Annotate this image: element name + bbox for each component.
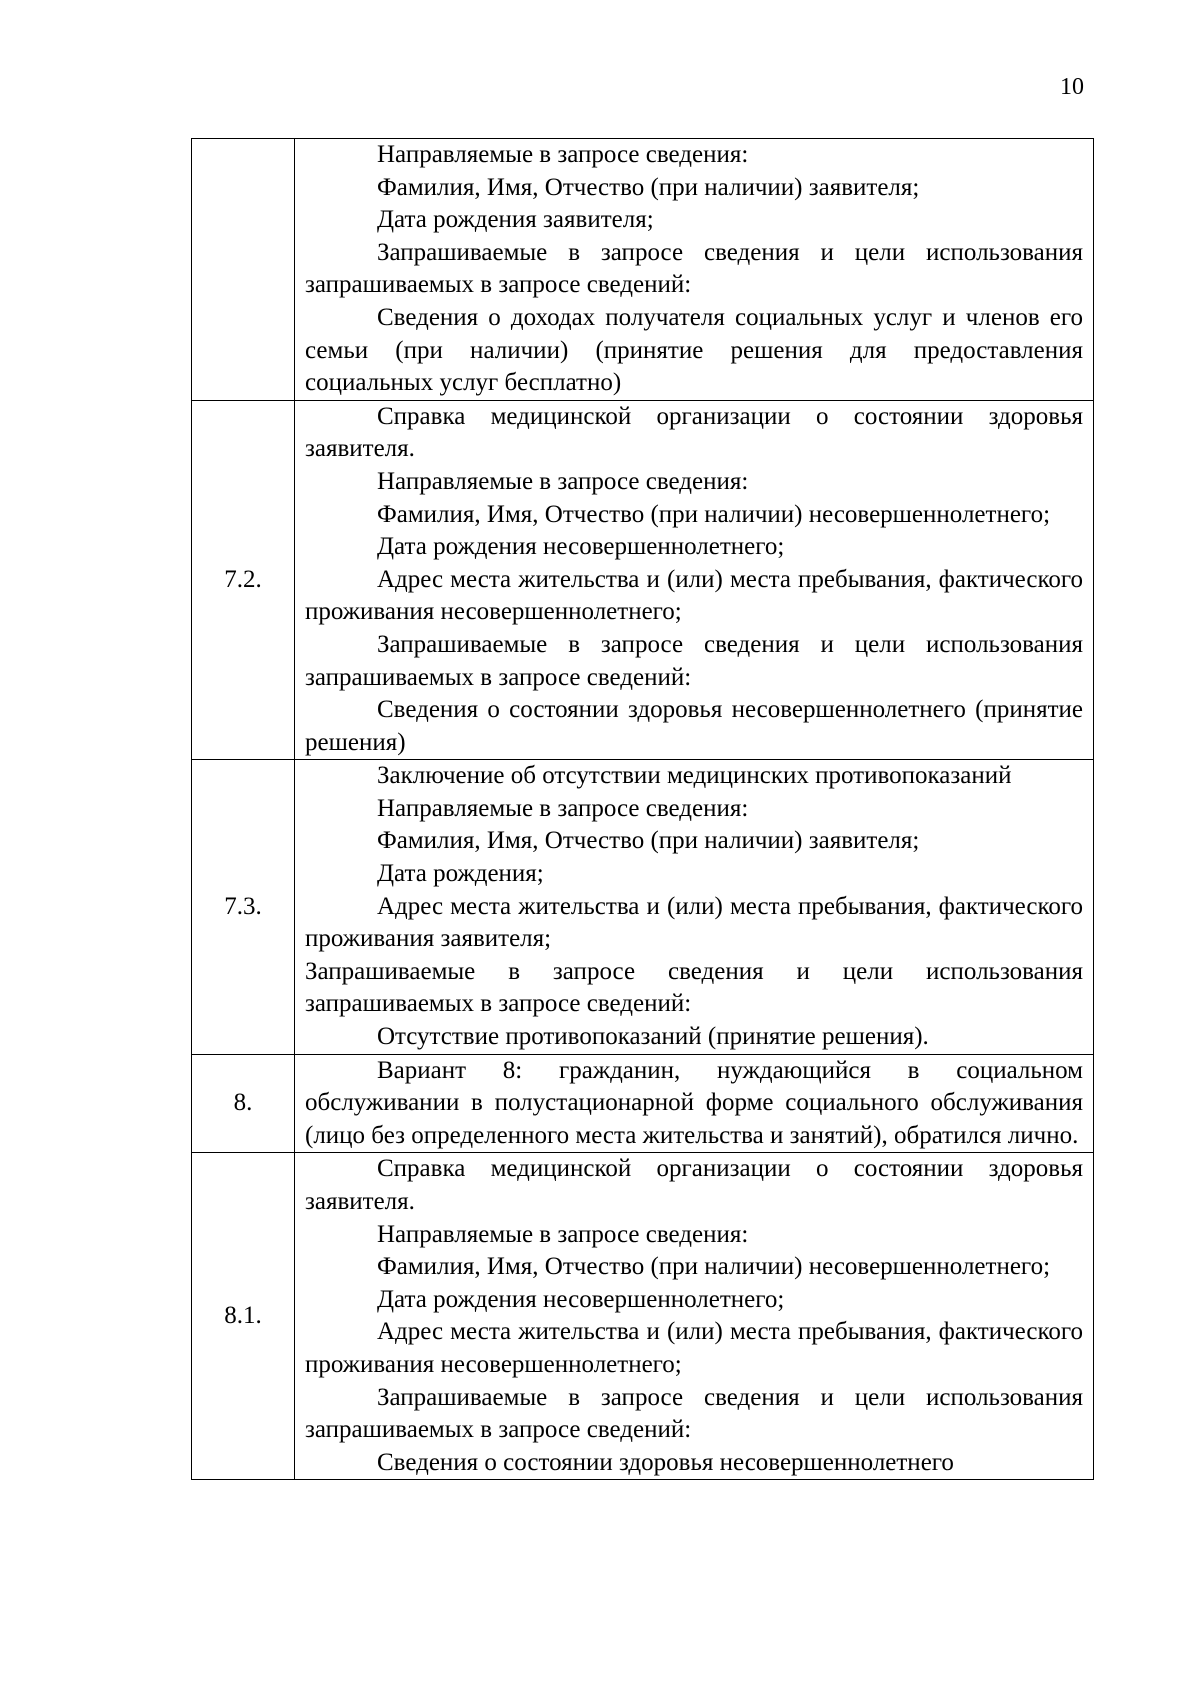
- table-row: [192, 1153, 1094, 1480]
- row-number-cell: 7.3.: [192, 760, 295, 1054]
- paragraph: Фамилия, Имя, Отчество (при наличии) несовершеннолетнего;: [377, 1253, 1051, 1281]
- paragraph: Запрашиваемые в запросе сведения и цели использования запрашиваемых в запросе сведений:: [305, 1383, 1083, 1444]
- paragraph: Фамилия, Имя, Отчество (при наличии) несовершеннолетнего;: [377, 500, 1051, 528]
- paragraph: Справка медицинской организации о состоянии здоровья заявителя.: [305, 1155, 1083, 1215]
- paragraph: Запрашиваемые в запросе сведения и цели использования запрашиваемых в запросе сведений:: [305, 630, 1083, 691]
- paragraph: Дата рождения несовершеннолетнего;: [377, 1285, 785, 1313]
- page-number: 10: [1060, 74, 1084, 100]
- paragraph: Справка медицинской организации о состоянии здоровья заявителя.: [305, 402, 1083, 463]
- row-content-cell: [295, 1153, 1094, 1480]
- table-row: [192, 139, 1094, 401]
- paragraph: Вариант 8: гражданин, нуждающийся в социальном обслуживании в полустационарной форме социального обслуживания (лицо без определенного места жительства и занятий), обратился лично.: [305, 1056, 1083, 1149]
- table-row: [192, 760, 1094, 1054]
- table-row: [192, 400, 1094, 760]
- table-body: [192, 139, 1094, 1480]
- paragraph: Направляемые в запросе сведения:: [377, 467, 749, 495]
- paragraph: Заключение об отсутствии медицинских противопоказаний: [377, 762, 1012, 790]
- row-number-cell: [192, 139, 295, 401]
- paragraph: Отсутствие противопоказаний (принятие решения).: [377, 1023, 929, 1051]
- row-content-cell: [295, 139, 1094, 401]
- paragraph: Запрашиваемые в запросе сведения и цели использования запрашиваемых в запросе сведений:: [305, 238, 1083, 299]
- row-content-cell: [295, 400, 1094, 760]
- paragraph: Сведения о состоянии здоровья несовершеннолетнего: [377, 1448, 954, 1476]
- document-table: [191, 138, 1094, 1480]
- paragraph: Фамилия, Имя, Отчество (при наличии) заявителя;: [377, 173, 920, 201]
- paragraph: Сведения о доходах получателя социальных услуг и членов его семьи (при наличии) (принятие решения для предоставления социальных услуг бесплатно): [305, 303, 1083, 397]
- paragraph: Адрес места жительства и (или) места пребывания, фактического проживания несовершеннолетнего;: [305, 1318, 1083, 1378]
- row-content-cell: [295, 1054, 1094, 1153]
- row-number-cell: 8.1.: [192, 1153, 295, 1480]
- paragraph: Адрес места жительства и (или) места пребывания, фактического проживания заявителя;: [305, 892, 1083, 953]
- paragraph: Сведения о состоянии здоровья несовершеннолетнего (принятие решения): [305, 696, 1083, 756]
- paragraph: Направляемые в запросе сведения:: [377, 794, 749, 822]
- paragraph: Дата рождения несовершеннолетнего;: [377, 533, 785, 561]
- table-row: [192, 1054, 1094, 1153]
- row-number-cell: 7.2.: [192, 400, 295, 760]
- paragraph: Направляемые в запросе сведения:: [377, 1220, 749, 1248]
- row-content-cell: [295, 760, 1094, 1054]
- paragraph: Адрес места жительства и (или) места пребывания, фактического проживания несовершеннолетнего;: [305, 565, 1083, 626]
- paragraph: Фамилия, Имя, Отчество (при наличии) заявителя;: [377, 827, 920, 855]
- paragraph: Дата рождения;: [377, 860, 544, 888]
- paragraph: Запрашиваемые в запросе сведения и цели использования запрашиваемых в запросе сведений:: [305, 957, 1083, 1018]
- paragraph: Дата рождения заявителя;: [377, 206, 654, 234]
- paragraph: Направляемые в запросе сведения:: [377, 141, 749, 168]
- row-number-cell: 8.: [192, 1054, 295, 1153]
